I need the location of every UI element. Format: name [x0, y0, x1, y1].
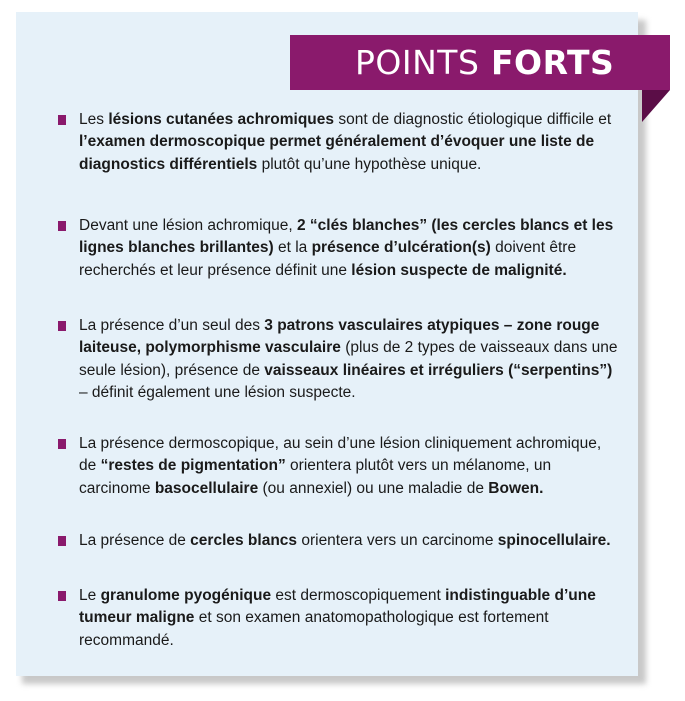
- bullet-square-icon: [58, 591, 66, 601]
- key-point-4: La présence dermoscopique, au sein d’une lésion cliniquement achromique, de “restes de pigmentation” orientera plutôt vers un mélanome, un carcinome basocellulaire (ou annexiel) ou une maladie de Bowen.: [79, 433, 619, 500]
- points-forts-banner: [290, 35, 670, 90]
- key-point-1: Les lésions cutanées achromiques sont de diagnostic étiologique difficile et l’examen dermoscopique permet généralement d’évoquer une liste de diagnostics différentiels plutôt qu’une hypothèse unique.: [79, 109, 619, 176]
- bullet-square-icon: [58, 321, 66, 331]
- bullet-square-icon: [58, 115, 66, 125]
- key-point-3: La présence d’un seul des 3 patrons vasculaires atypiques – zone rouge laiteuse, polymorphisme vasculaire (plus de 2 types de vaisseaux dans une seule lésion), présence de vaisseaux linéaires et irréguliers (“serpentins”) – définit également une lésion suspecte.: [79, 315, 619, 405]
- bullet-square-icon: [58, 439, 66, 449]
- banner-title-light: POINTS: [355, 43, 480, 82]
- key-point-5: La présence de cercles blancs orientera vers un carcinome spinocellulaire.: [79, 530, 619, 552]
- banner-title-bold: FORTS: [491, 43, 615, 82]
- banner-fold: [642, 90, 670, 122]
- key-point-6: Le granulome pyogénique est dermoscopiquement indistinguable d’une tumeur maligne et son examen anatomopathologique est fortement recommandé.: [79, 585, 619, 652]
- key-point-2: Devant une lésion achromique, 2 “clés blanches” (les cercles blancs et les lignes blanches brillantes) et la présence d’ulcération(s) doivent être recherchés et leur présence définit une lésion suspecte de malignité.: [79, 215, 619, 282]
- bullet-square-icon: [58, 536, 66, 546]
- bullet-square-icon: [58, 221, 66, 231]
